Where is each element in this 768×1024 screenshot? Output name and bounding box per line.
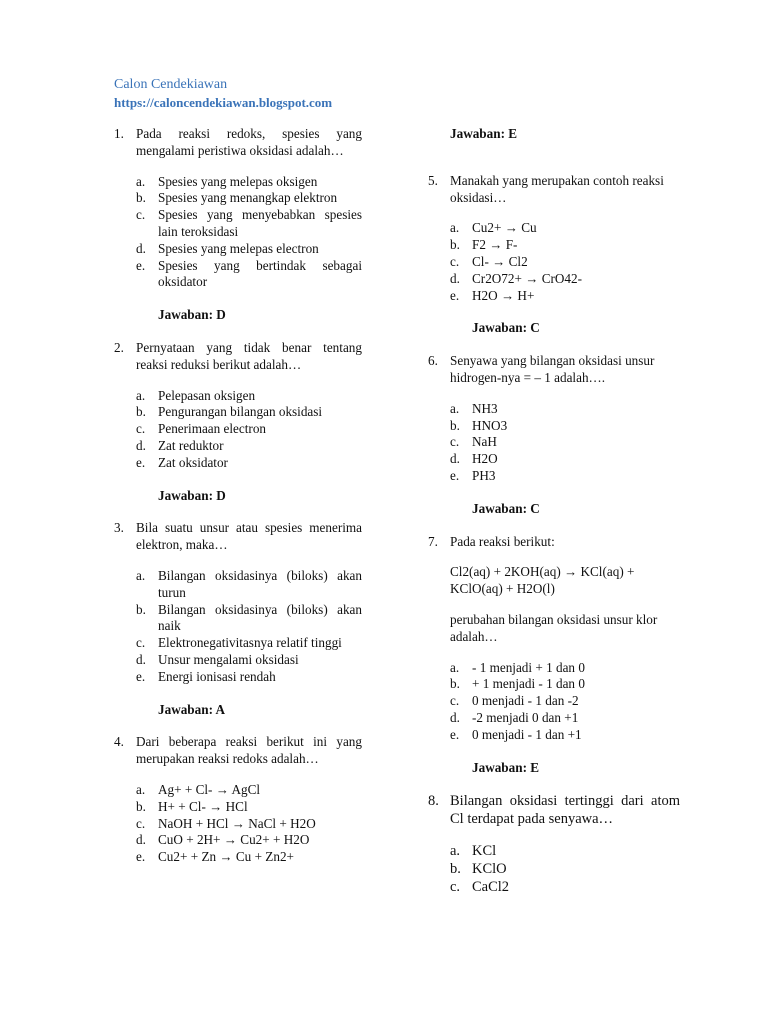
question-2 <box>114 340 362 504</box>
option-item <box>136 174 362 191</box>
option-item <box>136 388 362 405</box>
option-letter: d. <box>450 451 460 467</box>
option-item <box>136 782 362 799</box>
option-item <box>136 421 362 438</box>
option-text: Ag+ + Cl- → AgCl <box>158 781 261 797</box>
question-number: 5. <box>428 172 438 188</box>
option-list <box>136 568 362 686</box>
option-text: Spesies yang menyebabkan spesies lain teroksidasi <box>158 207 362 239</box>
question-number: 4. <box>114 734 124 750</box>
option-text: Cl- → Cl2 <box>472 253 528 269</box>
option-item <box>136 602 362 636</box>
option-text: PH3 <box>472 467 496 483</box>
option-item <box>450 660 680 677</box>
option-item <box>450 401 680 418</box>
option-item <box>450 288 680 305</box>
question-6 <box>428 353 680 517</box>
question-text: Pada reaksi redoks, spesies yang mengalami peristiwa oksidasi adalah… <box>136 126 362 158</box>
option-item <box>450 710 680 727</box>
answer-key: Jawaban: A <box>158 701 226 717</box>
option-text: CaCl2 <box>472 879 510 896</box>
option-item <box>450 434 680 451</box>
option-text: H2O <box>472 451 498 467</box>
option-list <box>136 782 362 866</box>
option-letter: a. <box>450 220 460 236</box>
option-item <box>450 693 680 710</box>
option-item <box>136 455 362 472</box>
option-letter: b. <box>136 601 146 617</box>
option-letter: a. <box>136 387 146 403</box>
option-letter: e. <box>136 454 146 470</box>
option-item <box>136 635 362 652</box>
reaction-equation: Cl2(aq) + 2KOH(aq) → KCl(aq) + KClO(aq) + H2O(l) <box>450 564 635 597</box>
option-letter: b. <box>136 190 146 206</box>
option-item <box>450 727 680 744</box>
option-letter: c. <box>136 421 146 437</box>
option-item <box>450 237 680 254</box>
option-text: Spesies yang melepas electron <box>158 240 319 256</box>
question-5 <box>428 173 680 337</box>
option-text: HNO3 <box>472 417 508 433</box>
option-text: Zat oksidator <box>158 454 228 470</box>
question-prompt: perubahan bilangan oksidasi unsur klor adalah… <box>450 611 658 644</box>
answer-key: Jawaban: E <box>450 126 518 141</box>
question-text: Bila suatu unsur atau spesies menerima elektron, maka… <box>136 520 362 553</box>
right-column <box>428 126 680 912</box>
option-text: Cr2O72+ → CrO42- <box>472 270 583 286</box>
option-list <box>136 388 362 472</box>
option-letter: b. <box>136 404 146 420</box>
option-text: Bilangan oksidasinya (biloks) akan naik <box>158 601 362 634</box>
option-letter: b. <box>450 417 460 433</box>
option-letter: b. <box>450 676 460 692</box>
answer-key: Jawaban: E <box>472 759 540 775</box>
option-text: KCl <box>472 843 497 860</box>
option-text: NH3 <box>472 400 498 416</box>
option-item <box>136 241 362 258</box>
option-letter: e. <box>450 467 460 483</box>
option-text: Cu2+ → Cu <box>472 220 537 236</box>
option-item <box>450 878 680 896</box>
option-letter: d. <box>450 709 460 725</box>
option-text: Spesies yang bertindak sebagai oksidator <box>158 257 362 290</box>
question-4 <box>114 734 362 866</box>
option-item <box>136 816 362 833</box>
question-1 <box>114 126 362 324</box>
option-letter: e. <box>450 726 460 742</box>
option-text: - 1 menjadi + 1 dan 0 <box>472 659 585 675</box>
question-text: Senyawa yang bilangan oksidasi unsur hidrogen-nya = – 1 adalah…. <box>450 353 655 385</box>
option-text: Cu2+ + Zn → Cu + Zn2+ <box>158 849 294 865</box>
question-7 <box>428 534 680 777</box>
answer-key: Jawaban: D <box>158 307 226 323</box>
option-letter: a. <box>450 400 460 416</box>
option-letter: c. <box>450 434 460 450</box>
option-text: Zat reduktor <box>158 437 224 453</box>
option-letter: c. <box>136 815 146 831</box>
question-text: Manakah yang merupakan contoh reaksi oksidasi… <box>450 172 664 205</box>
option-item <box>136 652 362 669</box>
option-item <box>136 799 362 816</box>
option-letter: b. <box>136 798 146 814</box>
answer-key: Jawaban: C <box>472 320 540 336</box>
option-letter: d. <box>136 832 146 848</box>
question-number: 1. <box>114 126 124 141</box>
option-letter: a. <box>450 843 461 860</box>
option-letter: c. <box>450 253 460 269</box>
option-item <box>450 418 680 435</box>
option-item <box>136 669 362 686</box>
option-text: 0 menjadi - 1 dan -2 <box>472 693 579 709</box>
site-url-link[interactable]: https://caloncendekiawan.blogspot.com <box>114 95 333 110</box>
option-text: NaH <box>472 434 497 450</box>
option-text: H2O → H+ <box>472 287 535 303</box>
option-text: 0 menjadi - 1 dan +1 <box>472 726 582 742</box>
question-text: Pada reaksi berikut: <box>450 533 555 549</box>
option-list <box>450 660 680 744</box>
option-item <box>450 860 680 878</box>
option-item <box>450 271 680 288</box>
option-text: H+ + Cl- → HCl <box>158 798 248 814</box>
question-text: Dari beberapa reaksi berikut ini yang merupakan reaksi redoks adalah… <box>136 734 362 767</box>
option-text: F2 → F- <box>472 237 518 253</box>
option-item <box>136 258 362 292</box>
question-number: 8. <box>428 793 439 810</box>
option-letter: c. <box>136 207 146 223</box>
option-letter: d. <box>136 240 146 256</box>
question-number: 2. <box>114 339 124 355</box>
left-column <box>114 126 362 882</box>
document-header <box>114 76 332 112</box>
option-letter: d. <box>136 437 146 453</box>
option-item <box>136 832 362 849</box>
option-letter: e. <box>450 287 460 303</box>
question-number: 6. <box>428 353 438 369</box>
question-number: 7. <box>428 533 438 549</box>
option-item <box>450 451 680 468</box>
option-letter: d. <box>136 651 146 667</box>
option-letter: a. <box>136 781 146 797</box>
option-item <box>450 220 680 237</box>
option-item <box>136 568 362 602</box>
option-item <box>136 190 362 207</box>
option-item <box>450 468 680 485</box>
option-letter: c. <box>136 635 146 651</box>
option-text: CuO + 2H+ → Cu2+ + H2O <box>158 832 310 848</box>
option-letter: e. <box>136 849 146 865</box>
option-text: NaOH + HCl → NaCl + H2O <box>158 815 316 831</box>
option-item <box>136 207 362 241</box>
option-text: Spesies yang melepas oksigen <box>158 173 318 189</box>
option-text: Pelepasan oksigen <box>158 387 256 403</box>
option-letter: a. <box>450 659 460 675</box>
option-list <box>136 174 362 292</box>
option-letter: b. <box>450 237 460 253</box>
option-text: + 1 menjadi - 1 dan 0 <box>472 676 585 692</box>
option-item <box>136 438 362 455</box>
option-item <box>450 254 680 271</box>
option-list <box>450 220 680 304</box>
option-text: KClO <box>472 861 507 878</box>
question-number: 3. <box>114 520 124 536</box>
option-item <box>136 404 362 421</box>
option-text: Energi ionisasi rendah <box>158 668 276 684</box>
question-text: Bilangan oksidasi tertinggi dari atom Cl terdapat pada senyawa… <box>450 793 680 828</box>
option-text: Bilangan oksidasinya (biloks) akan turun <box>158 567 362 600</box>
question-3 <box>114 520 362 718</box>
option-letter: b. <box>450 861 461 878</box>
option-text: Pengurangan bilangan oksidasi <box>158 404 323 420</box>
option-item <box>450 842 680 860</box>
option-item <box>450 676 680 693</box>
option-letter: e. <box>136 257 146 273</box>
option-text: Penerimaan electron <box>158 421 267 437</box>
site-title: Calon Cendekiawan <box>114 77 228 92</box>
option-text: Unsur mengalami oksidasi <box>158 651 299 667</box>
option-letter: e. <box>136 668 146 684</box>
option-letter: d. <box>450 270 460 286</box>
option-letter: c. <box>450 879 461 896</box>
question-8 <box>428 792 680 896</box>
option-letter: a. <box>136 567 146 583</box>
answer-key: Jawaban: D <box>158 487 226 503</box>
option-item <box>136 849 362 866</box>
option-text: -2 menjadi 0 dan +1 <box>472 709 579 725</box>
option-letter: a. <box>136 173 146 189</box>
option-text: Spesies yang menangkap elektron <box>158 190 338 206</box>
option-list <box>450 401 680 485</box>
question-text: Pernyataan yang tidak benar tentang reaksi reduksi berikut adalah… <box>136 339 362 372</box>
option-text: Elektronegativitasnya relatif tinggi <box>158 635 342 651</box>
option-letter: c. <box>450 693 460 709</box>
option-list <box>450 842 680 896</box>
answer-key: Jawaban: C <box>472 500 540 516</box>
